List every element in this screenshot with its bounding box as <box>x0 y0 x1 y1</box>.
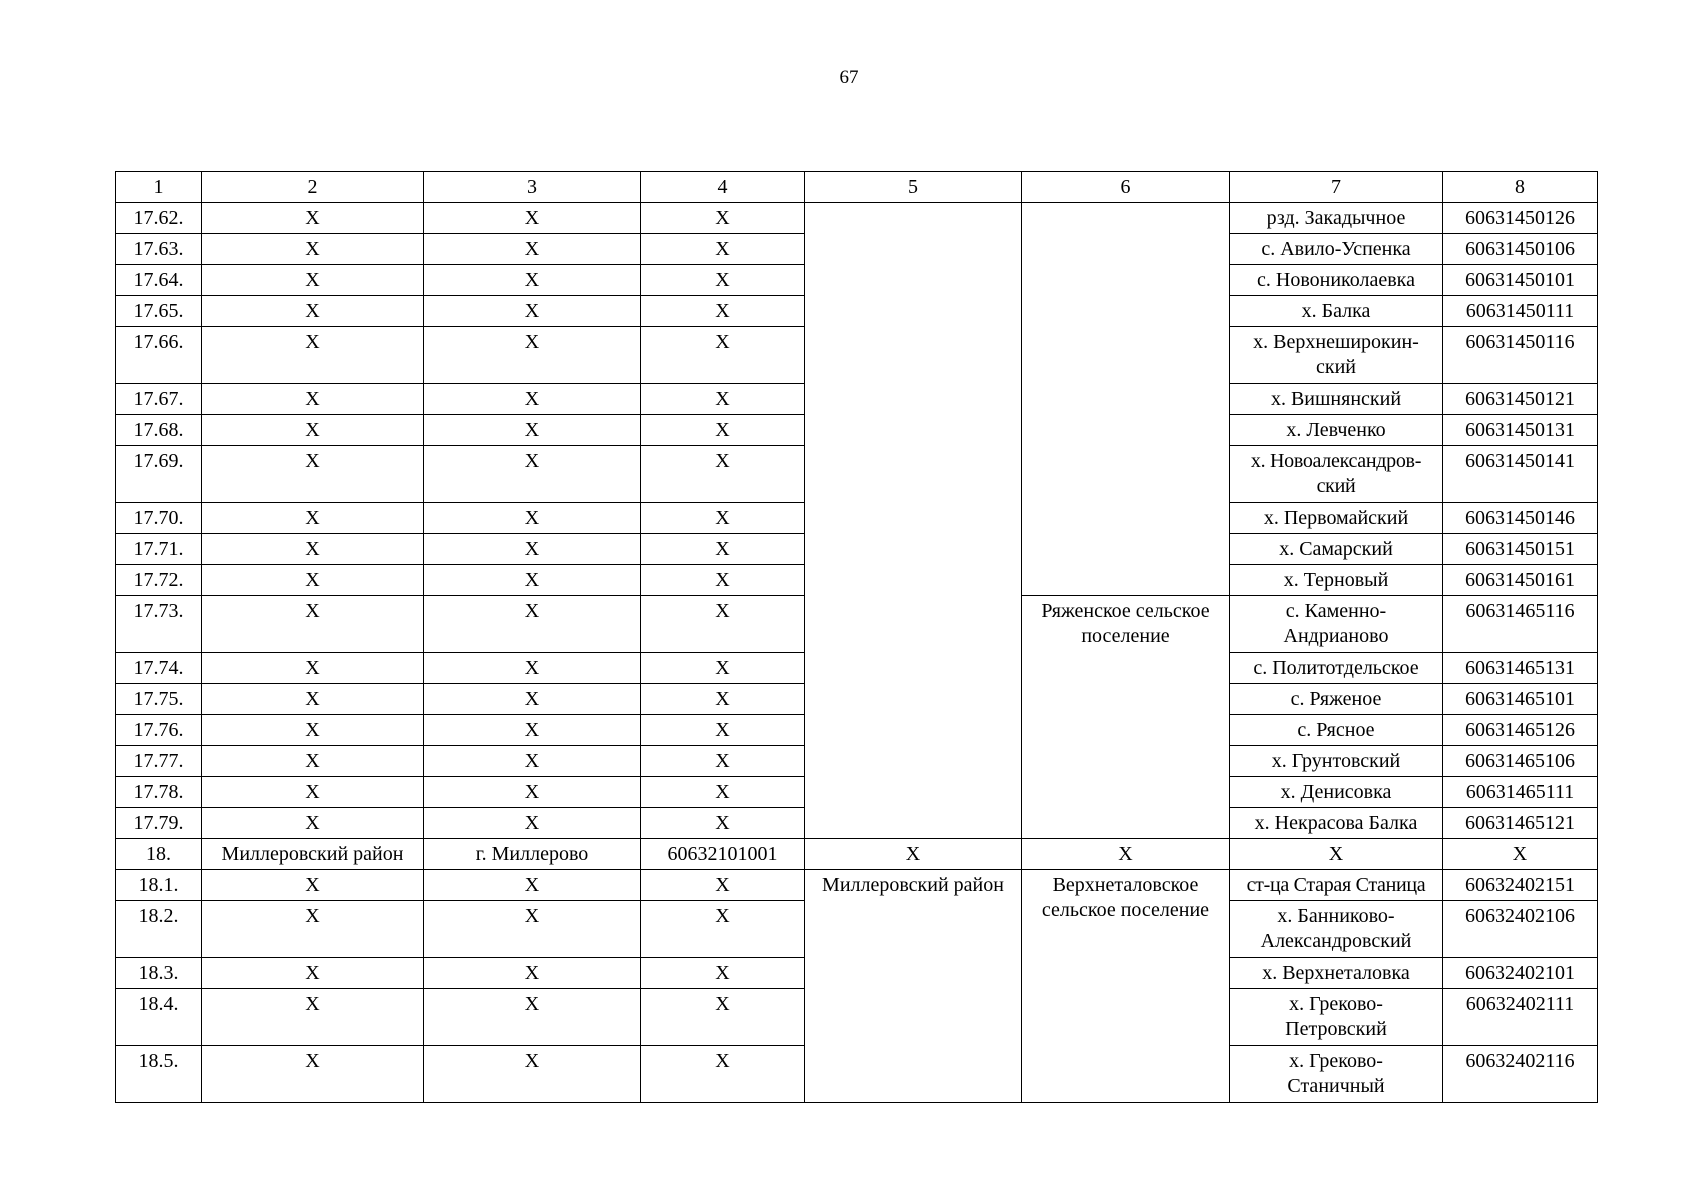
code-cell: X <box>641 234 805 265</box>
oktmo-code-cell: 60631450101 <box>1443 265 1598 296</box>
district-cell: X <box>202 415 424 446</box>
oktmo-code-cell: 60631450126 <box>1443 203 1598 234</box>
row-number: 17.74. <box>116 653 202 684</box>
oktmo-code-cell: 60631465101 <box>1443 684 1598 715</box>
locality-cell <box>1230 446 1443 503</box>
district-cell: X <box>202 653 424 684</box>
district-cell: X <box>202 503 424 534</box>
row-number: 17.70. <box>116 503 202 534</box>
settlement-cell: X <box>424 715 641 746</box>
municipality-cell: X <box>1022 839 1230 870</box>
code-cell: X <box>641 684 805 715</box>
settlement-cell: X <box>424 653 641 684</box>
settlement-cell: X <box>424 777 641 808</box>
column-number: 6 <box>1022 172 1230 203</box>
row-number: 17.76. <box>116 715 202 746</box>
municipality-line: Ряженское сельское <box>1041 600 1210 622</box>
locality-cell: ст-ца Старая Станица <box>1230 870 1443 901</box>
oktmo-code-cell: 60632402101 <box>1443 958 1598 989</box>
municipality-cell <box>1022 203 1230 596</box>
district-cell: X <box>202 777 424 808</box>
district-cell: X <box>202 684 424 715</box>
code-cell: X <box>641 446 805 503</box>
district-cell: X <box>202 234 424 265</box>
locality-cell <box>1230 327 1443 384</box>
locality-cell: х. Вишнянский <box>1230 384 1443 415</box>
locality-cell: х. Балка <box>1230 296 1443 327</box>
registry-table <box>115 171 1598 1103</box>
row-number: 17.78. <box>116 777 202 808</box>
oktmo-code-cell: 60631450116 <box>1443 327 1598 384</box>
locality-cell: х. Грунтовский <box>1230 746 1443 777</box>
oktmo-code-cell: 60631465111 <box>1443 777 1598 808</box>
row-number: 18.3. <box>116 958 202 989</box>
settlement-cell: X <box>424 446 641 503</box>
district-cell: X <box>202 296 424 327</box>
code-cell: X <box>641 384 805 415</box>
settlement-cell: X <box>424 234 641 265</box>
column-number: 3 <box>424 172 641 203</box>
district-cell: X <box>202 384 424 415</box>
municipality-cell <box>1022 870 1230 1103</box>
district-cell: X <box>202 746 424 777</box>
oktmo-code-cell: 60631465106 <box>1443 746 1598 777</box>
district-cell: X <box>202 265 424 296</box>
oktmo-code-cell: 60631465116 <box>1443 596 1598 653</box>
settlement-cell: X <box>424 203 641 234</box>
settlement-cell: X <box>424 989 641 1046</box>
oktmo-code-cell: X <box>1443 839 1598 870</box>
locality-line: ский <box>1316 475 1356 497</box>
table-row <box>116 870 1598 901</box>
locality-line: х. Греково- <box>1289 1050 1383 1072</box>
municipal-district-cell: Миллеровский район <box>805 870 1022 1103</box>
code-cell: X <box>641 534 805 565</box>
settlement-cell: X <box>424 327 641 384</box>
oktmo-code-cell: 60631450146 <box>1443 503 1598 534</box>
code-cell: X <box>641 1046 805 1103</box>
code-cell: X <box>641 596 805 653</box>
oktmo-code-cell: 60631465126 <box>1443 715 1598 746</box>
oktmo-code-cell: 60631450106 <box>1443 234 1598 265</box>
locality-cell <box>1230 901 1443 958</box>
locality-line: х. Греково- <box>1289 993 1383 1015</box>
row-number: 17.64. <box>116 265 202 296</box>
settlement-cell: X <box>424 296 641 327</box>
oktmo-code-cell: 60632402111 <box>1443 989 1598 1046</box>
locality-cell <box>1230 596 1443 653</box>
row-number: 17.67. <box>116 384 202 415</box>
locality-line: с. Каменно- <box>1285 600 1387 622</box>
code-cell: X <box>641 989 805 1046</box>
district-cell: Миллеровский район <box>202 839 424 870</box>
district-cell: X <box>202 565 424 596</box>
settlement-cell: X <box>424 534 641 565</box>
oktmo-code-cell: 60631450151 <box>1443 534 1598 565</box>
code-cell: X <box>641 327 805 384</box>
row-number: 17.62. <box>116 203 202 234</box>
settlement-cell: X <box>424 384 641 415</box>
column-number: 4 <box>641 172 805 203</box>
locality-line: х. Новоалександров- <box>1250 450 1422 472</box>
locality-cell: с. Новониколаевка <box>1230 265 1443 296</box>
district-cell: X <box>202 715 424 746</box>
code-cell: X <box>641 715 805 746</box>
district-cell: X <box>202 808 424 839</box>
locality-cell <box>1230 989 1443 1046</box>
row-number: 17.72. <box>116 565 202 596</box>
oktmo-code-cell: 60631450161 <box>1443 565 1598 596</box>
district-cell: X <box>202 989 424 1046</box>
municipal-district-cell: X <box>805 839 1022 870</box>
locality-line: Андрианово <box>1283 625 1389 647</box>
district-cell: X <box>202 1046 424 1103</box>
settlement-cell: X <box>424 415 641 446</box>
district-cell: X <box>202 534 424 565</box>
column-number: 7 <box>1230 172 1443 203</box>
row-number: 18. <box>116 839 202 870</box>
code-cell: X <box>641 958 805 989</box>
table-row <box>116 203 1598 234</box>
district-cell: X <box>202 203 424 234</box>
code-cell: X <box>641 296 805 327</box>
row-number: 17.79. <box>116 808 202 839</box>
locality-cell: х. Первомайский <box>1230 503 1443 534</box>
locality-line: х. Банниково- <box>1277 905 1395 927</box>
district-cell: X <box>202 901 424 958</box>
district-cell: X <box>202 446 424 503</box>
row-number: 17.63. <box>116 234 202 265</box>
district-cell: X <box>202 327 424 384</box>
settlement-cell: X <box>424 265 641 296</box>
code-cell: X <box>641 565 805 596</box>
oktmo-code-cell: 60631465121 <box>1443 808 1598 839</box>
locality-cell <box>1230 1046 1443 1103</box>
column-number: 8 <box>1443 172 1598 203</box>
row-number: 17.73. <box>116 596 202 653</box>
municipality-line: сельское поселение <box>1041 899 1210 921</box>
code-cell: 60632101001 <box>641 839 805 870</box>
column-number: 5 <box>805 172 1022 203</box>
locality-cell: х. Денисовка <box>1230 777 1443 808</box>
locality-cell: с. Ряженое <box>1230 684 1443 715</box>
row-number: 18.4. <box>116 989 202 1046</box>
row-number: 17.68. <box>116 415 202 446</box>
locality-line: ский <box>1316 356 1356 378</box>
column-number: 2 <box>202 172 424 203</box>
column-number-row <box>116 172 1598 203</box>
code-cell: X <box>641 653 805 684</box>
page-number: 67 <box>839 67 859 88</box>
settlement-cell: X <box>424 684 641 715</box>
municipality-line: поселение <box>1081 625 1170 647</box>
row-number: 18.5. <box>116 1046 202 1103</box>
column-number: 1 <box>116 172 202 203</box>
table-row <box>116 839 1598 870</box>
locality-line: Александровский <box>1260 930 1412 952</box>
locality-cell: х. Терновый <box>1230 565 1443 596</box>
row-number: 17.71. <box>116 534 202 565</box>
locality-line: Станичный <box>1287 1075 1385 1097</box>
oktmo-code-cell: 60631450111 <box>1443 296 1598 327</box>
oktmo-code-cell: 60632402106 <box>1443 901 1598 958</box>
oktmo-code-cell: 60632402116 <box>1443 1046 1598 1103</box>
locality-cell: х. Верхнеталовка <box>1230 958 1443 989</box>
oktmo-code-cell: 60631465131 <box>1443 653 1598 684</box>
row-number: 18.2. <box>116 901 202 958</box>
locality-cell: с. Политотдельское <box>1230 653 1443 684</box>
row-number: 17.77. <box>116 746 202 777</box>
settlement-cell: X <box>424 1046 641 1103</box>
row-number: 17.69. <box>116 446 202 503</box>
settlement-cell: X <box>424 901 641 958</box>
oktmo-code-cell: 60631450131 <box>1443 415 1598 446</box>
settlement-cell: X <box>424 870 641 901</box>
district-cell: X <box>202 958 424 989</box>
settlement-cell: X <box>424 565 641 596</box>
locality-cell: с. Рясное <box>1230 715 1443 746</box>
settlement-cell: X <box>424 746 641 777</box>
settlement-cell: X <box>424 958 641 989</box>
locality-line: х. Верхнеширокин- <box>1253 331 1419 353</box>
locality-cell: х. Самарский <box>1230 534 1443 565</box>
locality-cell: с. Авило-Успенка <box>1230 234 1443 265</box>
code-cell: X <box>641 415 805 446</box>
code-cell: X <box>641 503 805 534</box>
oktmo-code-cell: 60632402151 <box>1443 870 1598 901</box>
code-cell: X <box>641 265 805 296</box>
code-cell: X <box>641 746 805 777</box>
oktmo-code-cell: 60631450141 <box>1443 446 1598 503</box>
code-cell: X <box>641 777 805 808</box>
locality-cell: X <box>1230 839 1443 870</box>
row-number: 18.1. <box>116 870 202 901</box>
settlement-cell: X <box>424 596 641 653</box>
settlement-cell: X <box>424 808 641 839</box>
settlement-cell: г. Миллерово <box>424 839 641 870</box>
municipality-line: Верхнеталовское <box>1052 874 1199 896</box>
locality-cell: х. Левченко <box>1230 415 1443 446</box>
code-cell: X <box>641 203 805 234</box>
settlement-cell: X <box>424 503 641 534</box>
oktmo-code-cell: 60631450121 <box>1443 384 1598 415</box>
locality-line: Петровский <box>1285 1018 1387 1040</box>
row-number: 17.75. <box>116 684 202 715</box>
district-cell: X <box>202 596 424 653</box>
code-cell: X <box>641 808 805 839</box>
row-number: 17.66. <box>116 327 202 384</box>
code-cell: X <box>641 870 805 901</box>
district-cell: X <box>202 870 424 901</box>
municipality-cell <box>1022 596 1230 839</box>
locality-cell: х. Некрасова Балка <box>1230 808 1443 839</box>
locality-cell: рзд. Закадычное <box>1230 203 1443 234</box>
code-cell: X <box>641 901 805 958</box>
municipal-district-cell <box>805 203 1022 839</box>
row-number: 17.65. <box>116 296 202 327</box>
